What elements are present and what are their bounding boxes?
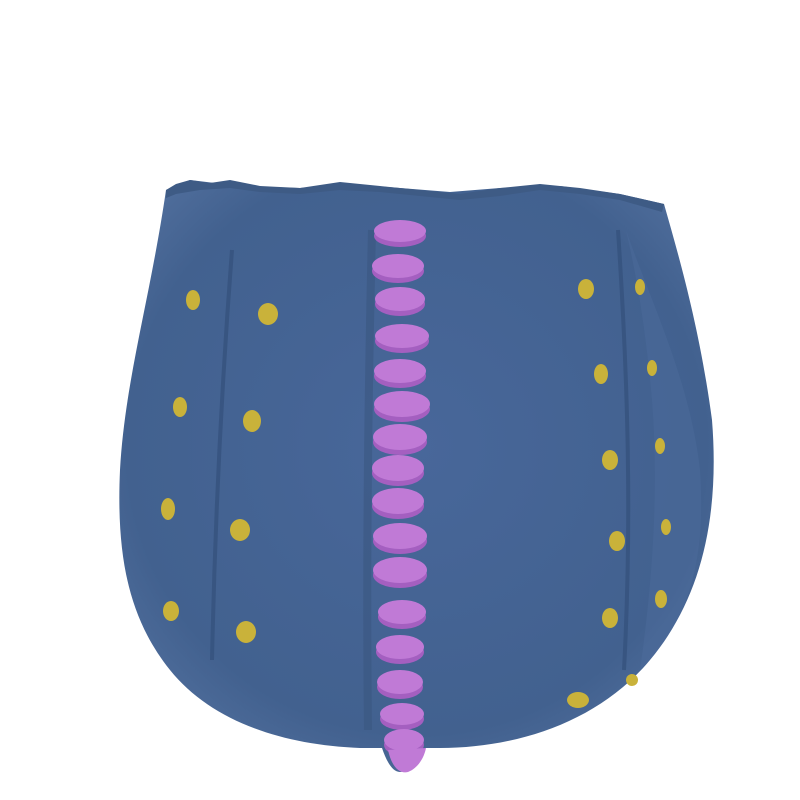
yellow-dot bbox=[602, 450, 618, 470]
spine-segment bbox=[378, 600, 426, 624]
yellow-dot bbox=[163, 601, 179, 621]
yellow-dot bbox=[578, 279, 594, 299]
yellow-dot bbox=[661, 519, 671, 535]
spine-segment bbox=[374, 391, 430, 417]
spine bbox=[372, 220, 430, 772]
spine-segment bbox=[373, 523, 427, 549]
yellow-dot bbox=[609, 531, 625, 551]
spine-segment bbox=[375, 287, 425, 311]
spine-segment bbox=[373, 424, 427, 450]
yellow-dot bbox=[173, 397, 187, 417]
spine-segment bbox=[384, 729, 424, 751]
crease-center-left bbox=[367, 230, 372, 730]
yellow-dot bbox=[594, 364, 608, 384]
yellow-dot bbox=[236, 621, 256, 643]
spine-segment bbox=[375, 324, 429, 348]
spine-segment bbox=[374, 220, 426, 242]
yellow-dot bbox=[567, 692, 589, 708]
spine-segment bbox=[372, 455, 424, 481]
spine-segment bbox=[372, 488, 424, 514]
yellow-dot bbox=[258, 303, 278, 325]
spine-segment bbox=[373, 557, 427, 583]
yellow-dot bbox=[161, 498, 175, 520]
yellow-dot bbox=[243, 410, 261, 432]
yellow-dot bbox=[230, 519, 250, 541]
yellow-dot bbox=[186, 290, 200, 310]
yellow-dot bbox=[655, 590, 667, 608]
spine-segment bbox=[374, 359, 426, 383]
spine-segment bbox=[376, 635, 424, 659]
yellow-dot bbox=[647, 360, 657, 376]
yellow-dot bbox=[626, 674, 638, 686]
spine-segment bbox=[377, 670, 423, 694]
yellow-dot bbox=[602, 608, 618, 628]
yellow-dot bbox=[635, 279, 645, 295]
spine-segment bbox=[372, 254, 424, 278]
yellow-dot bbox=[655, 438, 665, 454]
spine-segment bbox=[380, 703, 424, 725]
